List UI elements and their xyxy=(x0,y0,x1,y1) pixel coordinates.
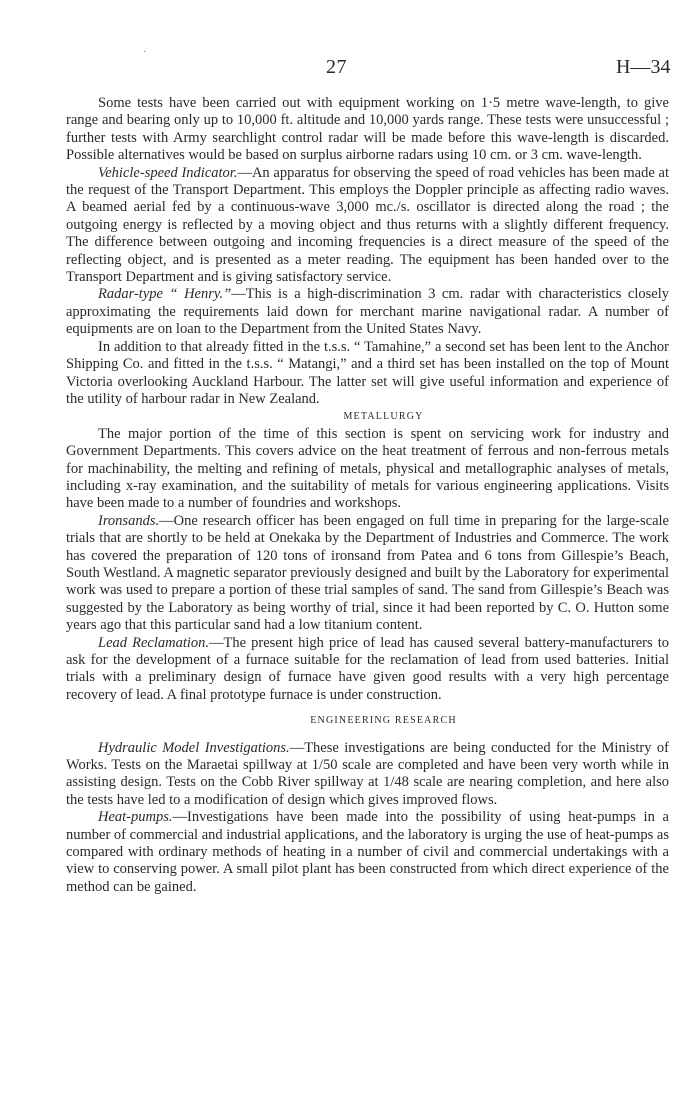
paragraph-radar-henry xyxy=(66,286,669,338)
section-heading-metallurgy: METALLURGY xyxy=(343,411,424,423)
paragraph-body: —Investigations have been made into the possibility of using heat-pumps in a number of commercial and industrial applications, and the laboratory is urging the use of heat-pumps as compared with ordinary methods of heating in a number of civil and commercial undertakings with a view to conserving power. A small pilot plant has been constructed from which direct experience of the method can be gained. xyxy=(66,809,669,895)
paragraph-lead-reclamation xyxy=(66,635,669,705)
page-number: 27 xyxy=(326,56,347,78)
body-text xyxy=(66,95,669,896)
paragraph-body: —The present high price of lead has caused several battery-manufacturers to ask for the development of a furnace suitable for the reclamation of lead from used batteries. Initial trials with a preliminary design of furnace have given good results with a very high percentage recovery of lead. A final prototype furnace is under construction. xyxy=(66,634,669,703)
paragraph-body: —One research officer has been engaged on full time in preparing for the large-scale trials that are shortly to be held at Onekaka by the Department of Industries and Commerce. The work has covered the preparation of 120 tons of ironsand from Patea and 6 tons from Gillespie’s Beach, South Westland. A magnetic separator previously designed and built by the Laboratory for experimental work was used to prepare a portion of these trial samples of sand. The sand from Gillespie’s Beach was suggested by the Laboratory as being worthy of trial, since it had been reported by C. O. Hutton some years ago that this particular sand had a low titanium content. xyxy=(66,512,669,634)
paragraph-lead-title: Heat-pumps. xyxy=(98,809,173,826)
paragraph-lead-title: Hydraulic Model Investigations. xyxy=(98,739,290,756)
paragraph-metallurgy-overview: The major portion of the time of this section is spent on servicing work for industry and Government Departments. This covers advice on the heat treatment of ferrous and non-ferrous metals for machinability, the melting and refining of metals, physical and metallographic analyses of metals, including x-ray examination, and the suitability of metals for various engineering applications. Visits have been made to a number of foundries and workshops. xyxy=(66,425,669,512)
stray-mark: · xyxy=(143,47,147,58)
paragraph-body: —This is a high-discrimination 3 cm. radar with characteristics closely approximating the requirements laid down for merchant marine navigational radar. A number of equipments are on loan to the Department from the United States Navy. xyxy=(66,286,669,338)
paragraph-ironsands xyxy=(66,513,669,635)
paragraph-lead-title: Ironsands. xyxy=(98,512,160,529)
paragraph-harbour-radar: In addition to that already fitted in the t.s.s. “ Tamahine,” a second set has been lent to the Anchor Shipping Co. and fitted in the t.s.s. “ Matangi,” and a third set has been installed on the top of Mount Victoria overlooking Auckland Harbour. The latter set will give useful information and experience of the utility of harbour radar in New Zealand. xyxy=(66,338,669,407)
paragraph-vehicle-speed-indicator xyxy=(66,165,669,287)
paragraph-lead-title: Radar-type “ Henry.” xyxy=(98,286,232,303)
paragraph-lead-title: Lead Reclamation. xyxy=(98,634,210,651)
paragraph-hydraulic-model xyxy=(66,740,669,810)
document-reference: H—34 xyxy=(616,56,671,78)
paragraph-radar-tests: Some tests have been carried out with equipment working on 1·5 metre wave-length, to give range and bearing only up to 10,000 ft. altitude and 10,000 yards range. These tests were unsuccessful ; further tests with Army searchlight control radar will be made before this wave-length is discarded. Possible alternatives would be based on surplus airborne radars using 10 cm. or 3 cm. wave-length. xyxy=(66,95,669,164)
paragraph-body: —An apparatus for observing the speed of road vehicles has been made at the request of the Transport Department. This employs the Doppler principle as affecting radio waves. A beamed aerial fed by a continuous-wave 3,000 mc./s. oscillator is directed along the road ; the outgoing energy is reflected by a moving object and thus returns with a slightly different frequency. The difference between outgoing and incoming frequencies is a direct measure of the speed of the reflecting object, and is presented as a meter reading. The equipment has been handed over to the Transport Department and is giving satisfactory service. xyxy=(66,164,669,286)
paragraph-lead-title: Vehicle-speed Indicator. xyxy=(98,164,238,181)
paragraph-body: —These investigations are being conducted for the Ministry of Works. Tests on the Maraetai spillway at 1/50 scale are completed and have been very worth while in assisting design. Tests on the Cobb River spillway at 1/48 scale are nearing completion, and here also the tests have led to a modification of design which gives improved flows. xyxy=(66,739,669,808)
paragraph-heat-pumps xyxy=(66,809,669,896)
section-heading-engineering-research: ENGINEERING RESEARCH xyxy=(310,715,457,727)
